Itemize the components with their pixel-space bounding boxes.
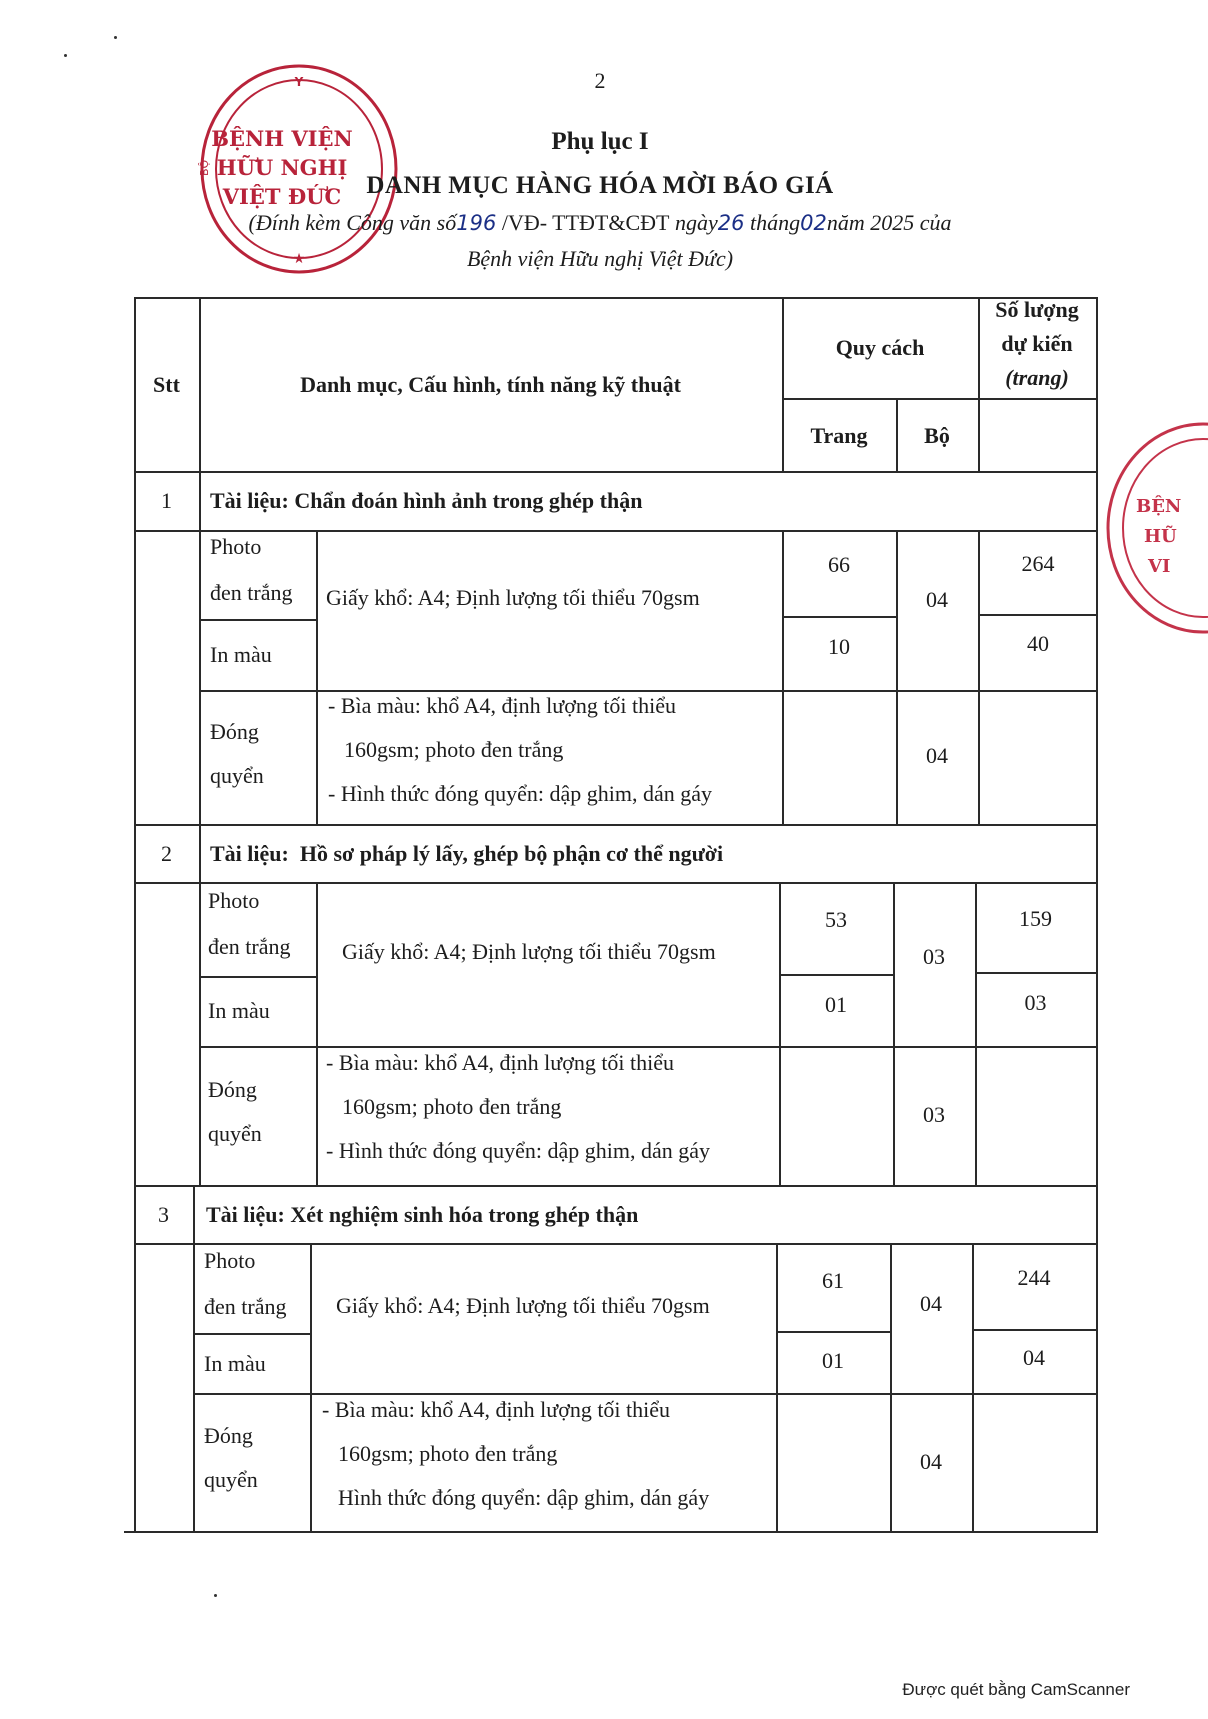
partial-stamp (1098, 418, 1208, 638)
table-rule (316, 882, 318, 1186)
item-3-color-qty: 04 (1023, 1345, 1045, 1370)
svg-text:Y: Y (294, 75, 304, 89)
stamp-text: BỆNH VIỆN HỮU NGHỊ VIỆT ĐỨC (211, 126, 353, 209)
document-title: DANH MỤC HÀNG HÓA MỜI BÁO GIÁ (366, 172, 834, 199)
item-3-binding-sets: 04 (920, 1449, 942, 1474)
item-1-bw-qty: 264 (1021, 551, 1055, 576)
scan-speck (114, 36, 117, 39)
item-2-color-qty: 03 (1024, 990, 1047, 1015)
item-2-binding-spec: - Bìa màu: khổ A4, định lượng tối thiểu 160gsm; photo đen trắng - Hình thức đóng quyển: dập ghim, dán gáy (326, 1050, 711, 1163)
item-1-stt: 1 (161, 488, 172, 513)
item-3-color-label: In màu (204, 1351, 266, 1376)
document-subtitle-2: Bệnh viện Hữu nghị Việt Đức) (466, 246, 734, 271)
item-1-bw-pages: 66 (828, 552, 850, 577)
svg-text:BỆN: BỆN (1136, 496, 1182, 517)
item-1-title: Tài liệu: Chẩn đoán hình ảnh trong ghép thận (210, 488, 643, 513)
page-number: 2 (594, 68, 606, 93)
svg-text:★: ★ (292, 251, 306, 267)
svg-text:VI: VI (1148, 556, 1171, 577)
item-1-color-label: In màu (210, 642, 272, 667)
table-border (1096, 297, 1098, 1533)
header-stt: Stt (153, 372, 180, 397)
item-1-bw-label: Photo đen trắng (210, 534, 293, 605)
item-1-sets: 04 (926, 587, 948, 612)
header-description: Danh mục, Cấu hình, tính năng kỹ thuật (300, 372, 681, 397)
scanner-watermark: Được quét bằng CamScanner (902, 1680, 1130, 1699)
item-2-stt: 2 (161, 840, 172, 866)
item-3-bw-label: Photo đen trắng (204, 1248, 287, 1319)
svg-text:BỘ: BỘ (198, 159, 211, 176)
item-3-bw-qty: 244 (1017, 1265, 1051, 1290)
appendix-title: Phụ lục I (551, 128, 649, 155)
item-1-binding-label: Đóng quyển (210, 719, 264, 788)
item-3-color-pages: 01 (822, 1348, 844, 1373)
document-subtitle: (Đính kèm Công văn số196 /VĐ- TTĐT&CĐT ngày26 tháng02năm 2025 của (248, 210, 952, 235)
item-2-color-label: In màu (208, 998, 270, 1023)
table-rule (193, 1185, 195, 1533)
item-2-sets: 03 (923, 944, 945, 969)
item-3-binding-label: Đóng quyển (204, 1423, 258, 1492)
item-2-binding-sets: 03 (923, 1102, 945, 1127)
item-2-binding-label: Đóng quyển (208, 1077, 262, 1146)
handwritten-day: 26 (717, 211, 745, 235)
item-3-stt: 3 (158, 1201, 169, 1227)
item-2-bw-label: Photo đen trắng (208, 888, 291, 959)
item-3-paper-spec: Giấy khổ: A4; Định lượng tối thiểu 70gsm (336, 1293, 710, 1318)
table-rule (310, 1243, 312, 1533)
handwritten-month: 02 (800, 211, 827, 235)
scan-speck (64, 54, 67, 57)
item-2-bw-qty: 159 (1019, 906, 1052, 931)
item-2-title: Tài liệu: Hồ sơ pháp lý lấy, ghép bộ phận cơ thể người (210, 840, 724, 866)
item-3-binding-spec: - Bìa màu: khổ A4, định lượng tối thiểu 160gsm; photo đen trắng Hình thức đóng quyển: dập ghim, dán gáy (322, 1397, 710, 1510)
item-2-color-pages: 01 (825, 992, 847, 1017)
item-1-binding-spec: - Bìa màu: khổ A4, định lượng tối thiểu 160gsm; photo đen trắng - Hình thức đóng quyển: dập ghim, dán gáy (328, 693, 713, 806)
table-rule (199, 824, 201, 1186)
item-1-color-pages: 10 (828, 634, 850, 659)
header-set: Bộ (924, 422, 950, 448)
item-1-paper-spec: Giấy khổ: A4; Định lượng tối thiểu 70gsm (326, 584, 700, 610)
item-2-bw-pages: 53 (825, 907, 847, 932)
item-1-binding-sets: 04 (926, 743, 948, 768)
item-3-bw-pages: 61 (822, 1268, 844, 1293)
item-3-sets: 04 (920, 1291, 942, 1316)
header-quantity: Số lượng dự kiến (trang) (995, 297, 1079, 390)
table-rule (316, 530, 318, 826)
item-3-title: Tài liệu: Xét nghiệm sinh hóa trong ghép thận (206, 1201, 639, 1227)
header-page: Trang (810, 422, 868, 448)
handwritten-doc-number: 196 (456, 211, 497, 235)
svg-text:HŨ: HŨ (1144, 526, 1177, 547)
table-rule (199, 471, 201, 826)
scan-speck (214, 1594, 217, 1597)
item-1-color-qty: 40 (1027, 631, 1049, 656)
item-2-paper-spec: Giấy khổ: A4; Định lượng tối thiểu 70gsm (342, 939, 716, 964)
header-spec: Quy cách (835, 335, 925, 360)
